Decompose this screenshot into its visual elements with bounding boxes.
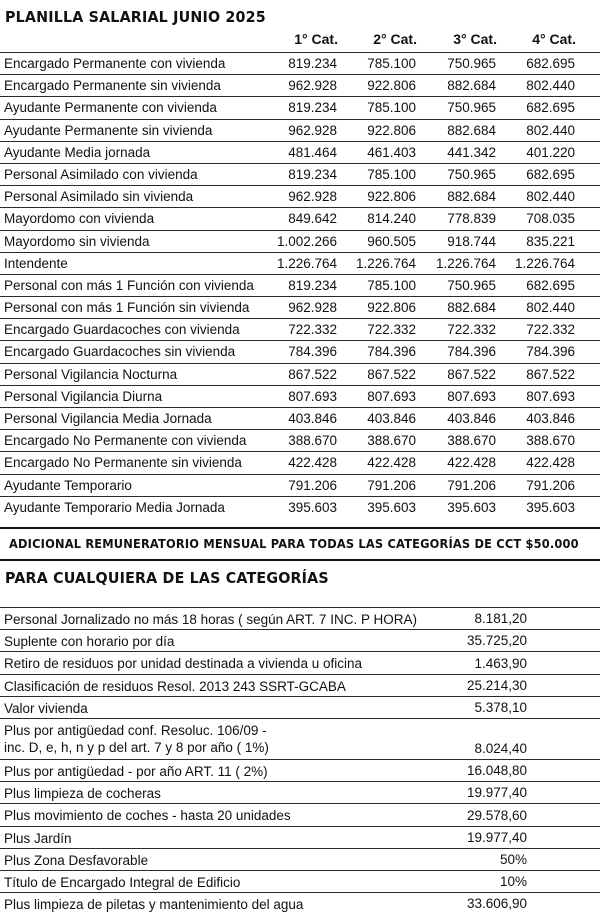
cell-cat-4: 802.440 — [526, 78, 575, 94]
cell-cat-3: 791.206 — [447, 477, 496, 493]
item-label: Clasificación de residuos Resol. 2013 243 SSRT-GCABA — [4, 678, 346, 694]
table-row — [0, 318, 600, 340]
list-item — [0, 870, 600, 892]
cell-cat-2: 807.693 — [367, 388, 416, 404]
row-label: Personal Vigilancia Media Jornada — [4, 411, 212, 426]
cell-cat-3: 867.522 — [447, 366, 496, 382]
item-value: 5.378,10 — [474, 699, 527, 715]
cell-cat-4: 401.220 — [526, 144, 575, 160]
cell-cat-3: 722.332 — [447, 322, 496, 338]
cell-cat-1: 422.428 — [288, 455, 337, 471]
cell-cat-3: 388.670 — [447, 433, 496, 449]
cell-cat-1: 791.206 — [288, 477, 337, 493]
cell-cat-4: 835.221 — [526, 233, 575, 249]
table-row — [0, 230, 600, 252]
table-row — [0, 52, 600, 74]
cell-cat-2: 791.206 — [367, 477, 416, 493]
cell-cat-1: 481.464 — [288, 144, 337, 160]
list-item — [0, 651, 600, 673]
cell-cat-2: 922.806 — [367, 122, 416, 138]
cell-cat-2: 922.806 — [367, 78, 416, 94]
cell-cat-1: 819.234 — [288, 56, 337, 71]
cell-cat-3: 784.396 — [447, 344, 496, 360]
table-row — [0, 340, 600, 362]
cell-cat-4: 682.695 — [526, 166, 575, 182]
cell-cat-4: 403.846 — [526, 411, 575, 426]
cell-cat-1: 867.522 — [288, 366, 337, 382]
list-item — [0, 848, 600, 870]
table-row — [0, 363, 600, 385]
item-value: 35.725,20 — [466, 633, 527, 649]
cell-cat-1: 962.928 — [288, 78, 337, 94]
cell-cat-1: 784.396 — [288, 344, 337, 360]
item-value: 29.578,60 — [466, 807, 527, 823]
cell-cat-2: 461.403 — [367, 144, 416, 160]
cell-cat-3: 882.684 — [447, 300, 496, 316]
column-header-cat-1: 1° Cat. — [294, 31, 338, 47]
table-row — [0, 496, 600, 518]
cell-cat-2: 922.806 — [367, 300, 416, 316]
cell-cat-3: 882.684 — [447, 189, 496, 205]
table-row — [0, 141, 600, 163]
cell-cat-3: 422.428 — [447, 455, 496, 471]
row-label: Personal con más 1 Función sin vivienda — [4, 300, 250, 316]
row-label: Encargado Permanente sin vivienda — [4, 78, 221, 94]
cell-cat-3: 750.965 — [447, 56, 496, 71]
cell-cat-1: 849.642 — [288, 211, 337, 227]
list-item — [0, 826, 600, 848]
table-row — [0, 385, 600, 407]
row-label: Mayordomo sin vivienda — [4, 233, 150, 249]
cell-cat-1: 722.332 — [288, 322, 337, 338]
row-label: Ayudante Permanente sin vivienda — [4, 122, 213, 138]
row-label: Ayudante Temporario — [4, 477, 132, 493]
cell-cat-3: 750.965 — [447, 166, 496, 182]
cell-cat-3: 778.839 — [447, 211, 496, 227]
adicional-banner: ADICIONAL REMUNERATORIO MENSUAL PARA TODAS LAS CATEGORÍAS DE CCT $50.000 — [9, 537, 579, 551]
section-divider — [0, 559, 600, 561]
table-row — [0, 296, 600, 318]
cell-cat-4: 802.440 — [526, 122, 575, 138]
item-value: 8.024,40 — [474, 740, 527, 756]
cell-cat-4: 708.035 — [526, 211, 575, 227]
row-label: Encargado No Permanente sin vivienda — [4, 455, 242, 471]
extras-table — [0, 607, 600, 914]
item-value: 25.214,30 — [466, 677, 527, 693]
column-header-cat-2: 2° Cat. — [373, 31, 417, 47]
row-label: Personal Vigilancia Diurna — [4, 388, 163, 404]
cell-cat-2: 395.603 — [367, 499, 416, 515]
list-item — [0, 674, 600, 696]
table-row — [0, 185, 600, 207]
cell-cat-4: 791.206 — [526, 477, 575, 493]
table-row — [0, 474, 600, 496]
table-row — [0, 274, 600, 296]
item-label: Título de Encargado Integral de Edificio — [4, 874, 241, 890]
table-row — [0, 163, 600, 185]
row-label: Personal Vigilancia Nocturna — [4, 366, 178, 382]
cell-cat-3: 1.226.764 — [435, 255, 496, 271]
row-label: Encargado Guardacoches sin vivienda — [4, 344, 236, 360]
cell-cat-1: 962.928 — [288, 300, 337, 316]
item-value: 19.977,40 — [466, 785, 527, 801]
cell-cat-2: 785.100 — [367, 166, 416, 182]
cell-cat-3: 403.846 — [447, 411, 496, 426]
item-label: Plus limpieza de piletas y mantenimiento del agua — [4, 897, 304, 913]
cell-cat-2: 722.332 — [367, 322, 416, 338]
cell-cat-1: 819.234 — [288, 277, 337, 293]
cell-cat-1: 819.234 — [288, 166, 337, 182]
item-label: Plus Jardín — [4, 830, 72, 846]
row-label: Ayudante Permanente con vivienda — [4, 100, 217, 116]
list-item — [0, 696, 600, 718]
list-item — [0, 803, 600, 825]
item-label: Plus limpieza de cocheras — [4, 786, 161, 802]
item-value: 1.463,90 — [474, 655, 527, 671]
cell-cat-2: 814.240 — [367, 211, 416, 227]
cell-cat-3: 807.693 — [447, 388, 496, 404]
row-label: Encargado Permanente con vivienda — [4, 56, 226, 71]
cell-cat-2: 1.226.764 — [355, 255, 416, 271]
cell-cat-1: 1.002.266 — [276, 233, 337, 249]
cell-cat-4: 802.440 — [526, 300, 575, 316]
item-value: 50% — [499, 851, 527, 867]
cell-cat-3: 882.684 — [447, 122, 496, 138]
row-label: Ayudante Temporario Media Jornada — [4, 499, 225, 515]
cell-cat-4: 802.440 — [526, 189, 575, 205]
item-label: Valor vivienda — [4, 700, 88, 716]
page-title: PLANILLA SALARIAL JUNIO 2025 — [5, 8, 266, 26]
cell-cat-2: 922.806 — [367, 189, 416, 205]
item-value: 8.181,20 — [474, 611, 527, 627]
row-label: Mayordomo con vivienda — [4, 211, 155, 227]
cell-cat-1: 807.693 — [288, 388, 337, 404]
row-label: Ayudante Media jornada — [4, 144, 151, 160]
list-item — [0, 892, 600, 914]
cell-cat-4: 682.695 — [526, 56, 575, 71]
table-row — [0, 119, 600, 141]
item-label: Plus movimiento de coches - hasta 20 unidades — [4, 808, 291, 824]
cell-cat-2: 867.522 — [367, 366, 416, 382]
cell-cat-4: 784.396 — [526, 344, 575, 360]
item-label: Retiro de residuos por unidad destinada a vivienda u oficina — [4, 656, 362, 672]
item-label: Plus por antigüedad conf. Resoluc. 106/09 - inc. D, e, h, n y p del art. 7 y 8 por año ( 1%) — [4, 722, 269, 755]
list-item — [0, 759, 600, 781]
table-row — [0, 252, 600, 274]
row-label: Encargado No Permanente con vivienda — [4, 433, 247, 449]
item-value: 33.606,90 — [466, 896, 527, 912]
item-value: 19.977,40 — [466, 829, 527, 845]
table-row — [0, 451, 600, 473]
cell-cat-1: 403.846 — [288, 411, 337, 426]
cell-cat-2: 388.670 — [367, 433, 416, 449]
table-row — [0, 96, 600, 118]
cell-cat-3: 882.684 — [447, 78, 496, 94]
section-subtitle: PARA CUALQUIERA DE LAS CATEGORÍAS — [5, 569, 329, 587]
cell-cat-1: 962.928 — [288, 189, 337, 205]
cell-cat-2: 784.396 — [367, 344, 416, 360]
list-item — [0, 607, 600, 629]
item-label: Suplente con horario por día — [4, 634, 175, 650]
salary-table — [0, 52, 600, 518]
cell-cat-4: 395.603 — [526, 499, 575, 515]
cell-cat-3: 918.744 — [447, 233, 496, 249]
cell-cat-2: 785.100 — [367, 100, 416, 116]
row-label: Personal Asimilado con vivienda — [4, 166, 198, 182]
cell-cat-1: 962.928 — [288, 122, 337, 138]
item-value: 16.048,80 — [466, 763, 527, 779]
cell-cat-2: 403.846 — [367, 411, 416, 426]
cell-cat-2: 960.505 — [367, 233, 416, 249]
row-label: Encargado Guardacoches con vivienda — [4, 322, 240, 338]
cell-cat-4: 722.332 — [526, 322, 575, 338]
cell-cat-3: 441.342 — [447, 144, 496, 160]
row-label: Intendente — [4, 255, 68, 271]
cell-cat-3: 395.603 — [447, 499, 496, 515]
cell-cat-4: 807.693 — [526, 388, 575, 404]
cell-cat-2: 422.428 — [367, 455, 416, 471]
table-row — [0, 429, 600, 451]
column-header-cat-3: 3° Cat. — [453, 31, 497, 47]
cell-cat-2: 785.100 — [367, 56, 416, 71]
cell-cat-3: 750.965 — [447, 100, 496, 116]
cell-cat-4: 1.226.764 — [514, 255, 575, 271]
cell-cat-4: 422.428 — [526, 455, 575, 471]
table-row — [0, 74, 600, 96]
table-row — [0, 207, 600, 229]
list-item — [0, 629, 600, 651]
row-label: Personal con más 1 Función con vivienda — [4, 277, 254, 293]
cell-cat-3: 750.965 — [447, 277, 496, 293]
cell-cat-4: 867.522 — [526, 366, 575, 382]
list-item — [0, 718, 600, 759]
cell-cat-4: 682.695 — [526, 277, 575, 293]
cell-cat-1: 819.234 — [288, 100, 337, 116]
section-divider — [0, 527, 600, 529]
item-value: 10% — [499, 874, 527, 890]
cell-cat-1: 1.226.764 — [276, 255, 337, 271]
cell-cat-1: 395.603 — [288, 499, 337, 515]
row-label: Personal Asimilado sin vivienda — [4, 189, 194, 205]
item-label: Plus Zona Desfavorable — [4, 852, 149, 868]
cell-cat-4: 388.670 — [526, 433, 575, 449]
item-label: Plus por antigüedad - por año ART. 11 ( 2%) — [4, 763, 268, 779]
column-header-cat-4: 4° Cat. — [532, 31, 576, 47]
cell-cat-4: 682.695 — [526, 100, 575, 116]
cell-cat-2: 785.100 — [367, 277, 416, 293]
cell-cat-1: 388.670 — [288, 433, 337, 449]
table-row — [0, 407, 600, 429]
item-label: Personal Jornalizado no más 18 horas ( según ART. 7 INC. P HORA) — [4, 612, 417, 627]
list-item — [0, 781, 600, 803]
